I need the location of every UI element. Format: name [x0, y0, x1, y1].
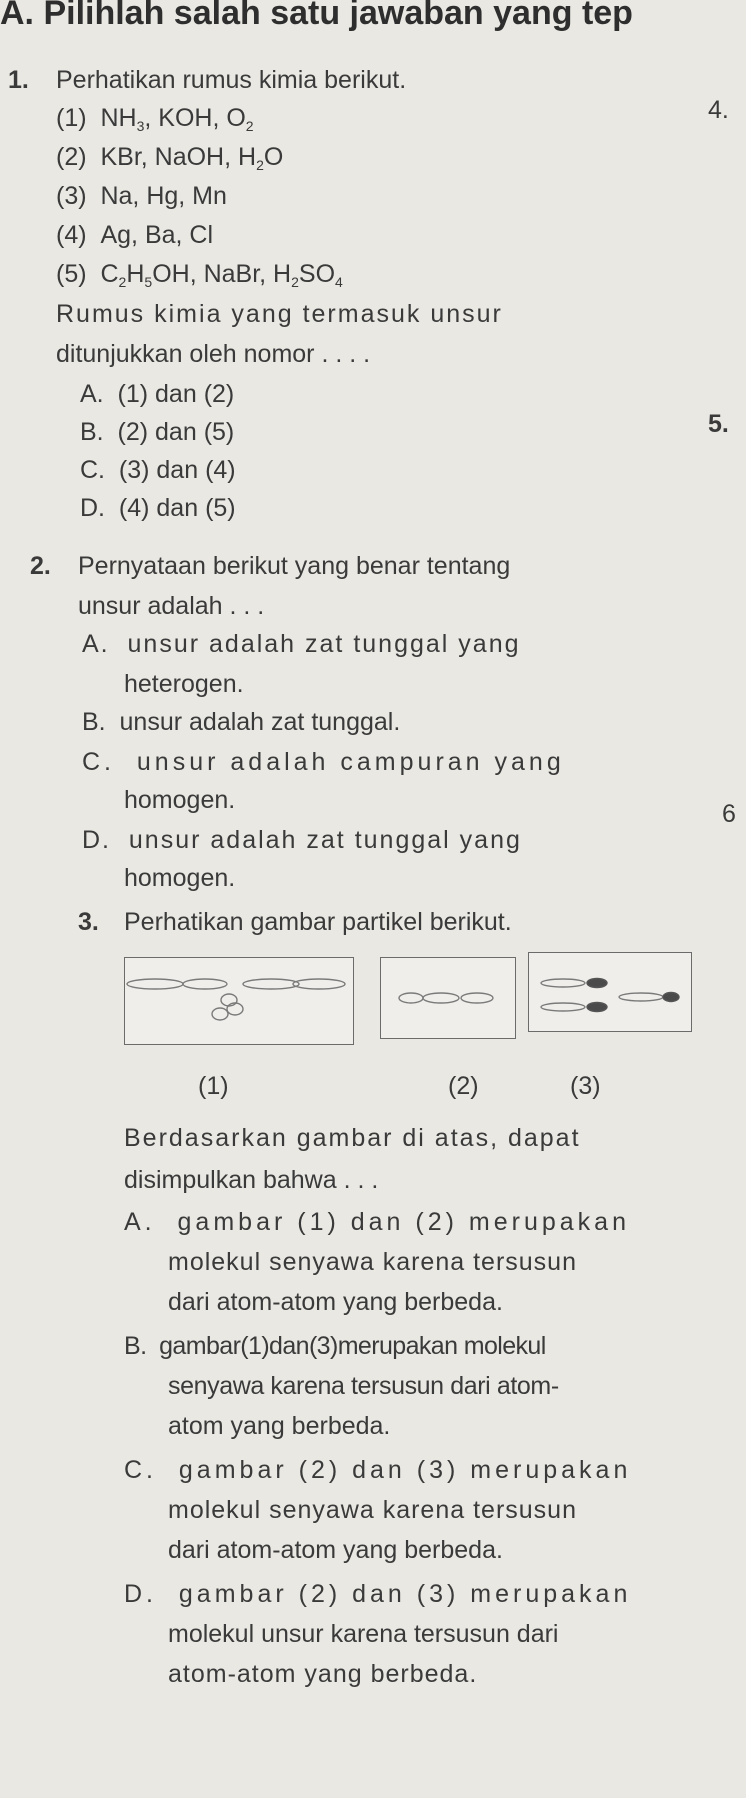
q3-option-c-line3: dari atom-atom yang berbeda. [168, 1536, 503, 1564]
q1-item-5: (5) $C_2H_5OH$, NaBr, $H_2SO_4$ [56, 260, 343, 290]
q3-option-d[interactable]: D. gambar (2) dan (3) merupakan [124, 1580, 632, 1608]
q2-stem-line1: Pernyataan berikut yang benar tentang [78, 552, 511, 580]
particle-figure-1 [124, 957, 354, 1045]
q2-option-c-cont: homogen. [124, 786, 236, 814]
figure-label-2: (2) [448, 1072, 479, 1100]
q1-option-d[interactable]: D. (4) dan (5) [80, 494, 236, 522]
q3-question-line2: disimpulkan bahwa . . . [124, 1166, 379, 1194]
q1-option-b[interactable]: B. (2) dan (5) [80, 418, 235, 446]
q3-option-a[interactable]: A. gambar (1) dan (2) merupakan [124, 1208, 630, 1236]
q2-option-c[interactable]: C. unsur adalah campuran yang [82, 748, 565, 776]
q1-item-2: (2) KBr, NaOH, $H_2O$ [56, 143, 284, 173]
q3-question-line1: Berdasarkan gambar di atas, dapat [124, 1124, 581, 1152]
particle-figure-2-drawing [381, 958, 515, 1038]
side-number-6: 6 [722, 800, 736, 828]
q2-option-a-cont: heterogen. [124, 670, 244, 698]
particle-figure-3 [528, 952, 692, 1032]
q1-item-1: (1) $NH_3$, KOH, $O_2$ [56, 104, 254, 134]
q2-option-d[interactable]: D. unsur adalah zat tunggal yang [82, 826, 522, 854]
figure-label-3: (3) [570, 1072, 601, 1100]
q1-question-line1: Rumus kimia yang termasuk unsur [56, 300, 503, 328]
section-header: A. Pilihlah salah satu jawaban yang tep [0, 0, 633, 32]
particle-figure-3-drawing [529, 953, 691, 1031]
figure-label-1: (1) [198, 1072, 229, 1100]
q3-stem: Perhatikan gambar partikel berikut. [124, 908, 512, 936]
q1-item-3: (3) Na, Hg, Mn [56, 182, 227, 210]
q3-number: 3. [78, 908, 99, 936]
q3-option-a-line3: dari atom-atom yang berbeda. [168, 1288, 503, 1316]
q3-option-b-line3: atom yang berbeda. [168, 1412, 391, 1440]
q2-option-a[interactable]: A. unsur adalah zat tunggal yang [82, 630, 521, 658]
q1-question-line2: ditunjukkan oleh nomor . . . . [56, 340, 371, 368]
q1-option-c[interactable]: C. (3) dan (4) [80, 456, 236, 484]
q3-option-c[interactable]: C. gambar (2) dan (3) merupakan [124, 1456, 632, 1484]
q3-option-d-line3: atom-atom yang berbeda. [168, 1660, 478, 1688]
q2-option-d-cont: homogen. [124, 864, 236, 892]
q2-number: 2. [30, 552, 51, 580]
particle-figure-2 [380, 957, 516, 1039]
q1-item-4: (4) Ag, Ba, Cl [56, 221, 214, 249]
q3-option-a-line2: molekul senyawa karena tersusun [168, 1248, 577, 1276]
q1-stem: Perhatikan rumus kimia berikut. [56, 66, 407, 94]
q1-option-a[interactable]: A. (1) dan (2) [80, 380, 235, 408]
q3-option-d-line2: molekul unsur karena tersusun dari [168, 1620, 559, 1648]
side-number-5: 5. [708, 410, 729, 438]
q1-number: 1. [8, 66, 29, 94]
q3-option-c-line2: molekul senyawa karena tersusun [168, 1496, 577, 1524]
particle-figure-1-drawing [125, 958, 353, 1044]
q2-stem-line2: unsur adalah . . . [78, 592, 265, 620]
q3-option-b[interactable]: B. gambar(1)dan(3)merupakan molekul [124, 1332, 546, 1360]
q3-option-b-line2: senyawa karena tersusun dari atom- [168, 1372, 559, 1400]
q2-option-b[interactable]: B. unsur adalah zat tunggal. [82, 708, 401, 736]
side-number-4: 4. [708, 96, 729, 124]
